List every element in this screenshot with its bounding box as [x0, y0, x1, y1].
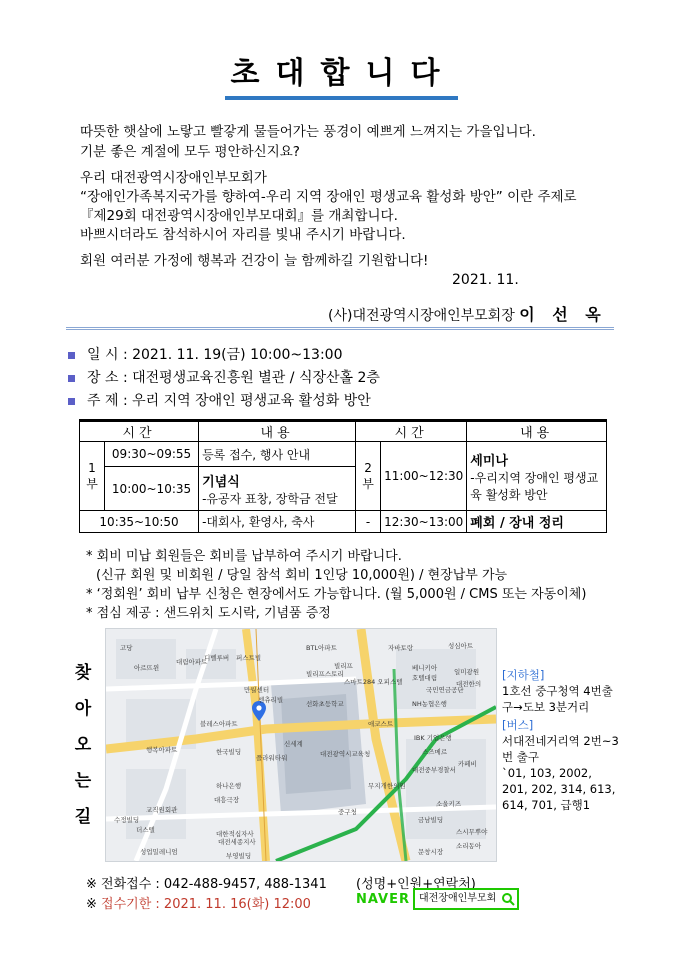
map-label: 고당 [120, 644, 133, 652]
title-underline [225, 96, 458, 100]
search-icon[interactable] [501, 892, 515, 906]
map-label: 대흥극장 [214, 796, 240, 804]
p2-time: 11:00~12:30 [381, 442, 467, 511]
header-content-2: 내용 [467, 421, 607, 442]
organization-signature [328, 302, 607, 325]
map-label: 스마트284 오피스텔 [344, 678, 403, 686]
contact-deadline [86, 893, 311, 912]
directions-char: 오 [74, 735, 92, 755]
map-label: 소울키즈 [436, 800, 462, 808]
part-2-label: 2부 [356, 442, 381, 511]
square-bullet-icon [68, 398, 75, 405]
map-label: 성심아트 [448, 642, 474, 650]
row1-content: 등록 접수, 행사 안내 [199, 442, 356, 467]
location-map[interactable] [105, 628, 497, 862]
p2-title: 세미나 [470, 453, 508, 469]
header-content-1: 내용 [199, 421, 356, 442]
map-label: 부영빌딩 [226, 852, 252, 860]
bus-header: [버스] [502, 718, 534, 732]
letter-date: 2021. 11. [452, 272, 519, 288]
map-label: 만월센터 [244, 686, 270, 694]
map-label: 퍼스트빌 [236, 654, 262, 662]
table-row [80, 511, 607, 533]
letter-line-5: 『제29회 대전광역시장애인부모대회』를 개최합니다. [80, 208, 398, 224]
location-pin-icon[interactable] [252, 701, 266, 721]
letter-line-2: 기분 좋은 계절에 모두 평안하신지요? [80, 144, 300, 160]
map-label: 호텔대림 [412, 674, 438, 682]
row2-title: 기념식 [202, 474, 240, 490]
map-label: 대전중부경찰서 [412, 766, 456, 774]
row2-content: -유공자 표창, 장학금 전달 [202, 491, 338, 506]
section-divider [66, 327, 614, 330]
map-label: 플라워타워 [256, 754, 288, 762]
map-label: 교직원회관 [146, 806, 178, 814]
map-label: 하나은행 [216, 782, 242, 790]
map-label: 대한적십자사 [216, 830, 254, 838]
directions-title [72, 655, 94, 835]
directions-char: 길 [74, 807, 92, 827]
directions-char: 찾 [74, 663, 92, 683]
map-label: 수정빌딩 [114, 816, 140, 824]
map-label: 선화초등학교 [306, 700, 344, 708]
square-bullet-icon [68, 352, 75, 359]
letter-line-4: “장애인가족복지국가를 향하여-우리 지역 장애인 평생교육 활성화 방안” 이란 주제로 [80, 189, 577, 205]
note-1: * 회비 미납 회원들은 회비를 납부하여 주시기 바랍니다. [86, 549, 402, 564]
map-label: 문창시장 [418, 848, 444, 856]
map-label: 빌리프스토리 [306, 670, 344, 678]
notes [86, 547, 586, 623]
map-label: 일미광원 [454, 668, 480, 676]
row2-content-cell [199, 467, 356, 511]
p2-content-cell [467, 442, 607, 511]
directions-char: 는 [74, 771, 92, 791]
p3-content: 폐회 / 장내 정리 [467, 511, 607, 533]
map-label: 애코스트 [368, 720, 394, 728]
letter-line-3: 우리 대전광역시장애인부모회가 [80, 170, 267, 186]
subway-text: 1호선 중구청역 4번출구→도보 3분거리 [502, 684, 613, 714]
row3-dash: - [356, 511, 381, 533]
map-label: 한국빌딩 [216, 748, 242, 756]
info-place [66, 367, 380, 390]
note-2: * ‘정회원’ 회비 납부 신청은 현장에서도 가능합니다. (월 5,000원 / CMS 또는 자동이체) [86, 587, 587, 602]
map-label: 대전광역시교육청 [320, 750, 371, 758]
president-name: 이 선 옥 [519, 305, 607, 324]
bus-routes: `01, 103, 2002, 201, 202, 314, 613, 614, 701, 급행1 [502, 766, 616, 812]
letter-line-7: 회원 여러분 가정에 행복과 건강이 늘 함께하길 기원합니다! [80, 253, 429, 269]
map-label: 성업밀레니엄 [140, 848, 178, 856]
bus-stop: 서대전네거리역 2번~3번 출구 [502, 734, 619, 764]
map-label: 베니키아 [412, 664, 438, 672]
map-label: 디벨루버 [204, 654, 230, 662]
table-row [80, 442, 607, 467]
letter-line-1: 따뜻한 햇살에 노랗고 빨갛게 물들어가는 풍경이 예쁘게 느껴지는 가을입니다. [80, 124, 536, 140]
info-datetime-text: 일 시 : 2021. 11. 19(금) 10:00~13:00 [87, 347, 343, 363]
header-time-1: 시간 [80, 421, 199, 442]
row3-content: -대회사, 환영사, 축사 [199, 511, 356, 533]
map-label: 센츄리빌 [258, 696, 284, 704]
map-label: 무지개한의원 [368, 782, 406, 790]
event-info [66, 344, 380, 413]
contact-phone-note: (성명+인원+연락처) [356, 877, 476, 892]
map-label: 소리동아 [456, 842, 482, 850]
subway-header: [지하철] [502, 668, 545, 682]
naver-search-box[interactable] [413, 888, 519, 910]
map-label: 대전세종지사 [218, 838, 256, 846]
map-label: 더스텔 [136, 826, 155, 834]
map-label: 카페비 [458, 760, 477, 768]
map-label: 자바토랑 [388, 644, 414, 652]
map-label: 스즈메르 [422, 748, 448, 756]
directions-char: 아 [74, 699, 92, 719]
schedule-header-row [80, 421, 607, 442]
p3-time: 12:30~13:00 [381, 511, 467, 533]
map-label: 스시무뿌야 [456, 828, 488, 836]
info-datetime [66, 344, 380, 367]
page-title: 초대합니다 [230, 56, 456, 91]
naver-logo: NAVER [356, 892, 411, 907]
map-label: 중구청 [338, 808, 357, 816]
map-label: 대림아파트 [176, 658, 208, 666]
row3-time: 10:35~10:50 [80, 511, 199, 533]
part-1-label: 1부 [80, 442, 105, 511]
map-label: 대전한의 [456, 680, 482, 688]
header-time-2: 시간 [356, 421, 467, 442]
schedule-table [79, 419, 607, 533]
organization-title: (사)대전광역시장애인부모회장 [328, 308, 515, 324]
map-label: IBK 기업은행 [414, 734, 452, 742]
square-bullet-icon [68, 375, 75, 382]
row2-time: 10:00~10:35 [105, 467, 199, 511]
map-label: 신세계 [284, 740, 303, 748]
transport-directions [502, 667, 620, 813]
naver-search-query: 대전장애인부모회 [419, 893, 497, 904]
deadline-mark: ※ [86, 897, 97, 912]
map-label: 아르뜨윈 [134, 664, 160, 672]
deadline-text: 접수기한 : 2021. 11. 16(화) 12:00 [101, 897, 311, 912]
note-1-sub: (신규 회원 및 비회원 / 당일 참석 회비 1인당 10,000원) / 현장납부 가능 [96, 568, 508, 583]
row1-time: 09:30~09:55 [105, 442, 199, 467]
map-label: BTL아파트 [306, 644, 337, 652]
info-topic [66, 390, 380, 413]
map-label: 블레스아파트 [200, 720, 238, 728]
map-label: 금남빌딩 [418, 816, 444, 824]
map-label: 빌리프 [334, 662, 353, 670]
p2-content: -우리지역 장애인 평생교육 활성화 방안 [470, 470, 599, 502]
note-3: * 점심 제공 : 샌드위치 도시락, 기념품 증정 [86, 606, 331, 621]
info-place-text: 장 소 : 대전평생교육진흥원 별관 / 식장산홀 2층 [87, 370, 380, 386]
letter-line-6: 바쁘시더라도 참석하시어 자리를 빛내 주시기 바랍니다. [80, 227, 406, 243]
contact-phone: ※ 전화접수 : 042-488-9457, 488-1341 [86, 877, 327, 892]
map-label: NH농협은행 [412, 700, 447, 708]
info-topic-text: 주 제 : 우리 지역 장애인 평생교육 활성화 방안 [87, 393, 371, 409]
map-label: 국민연금공단 [426, 686, 464, 694]
map-label: 행복아파트 [146, 746, 178, 754]
